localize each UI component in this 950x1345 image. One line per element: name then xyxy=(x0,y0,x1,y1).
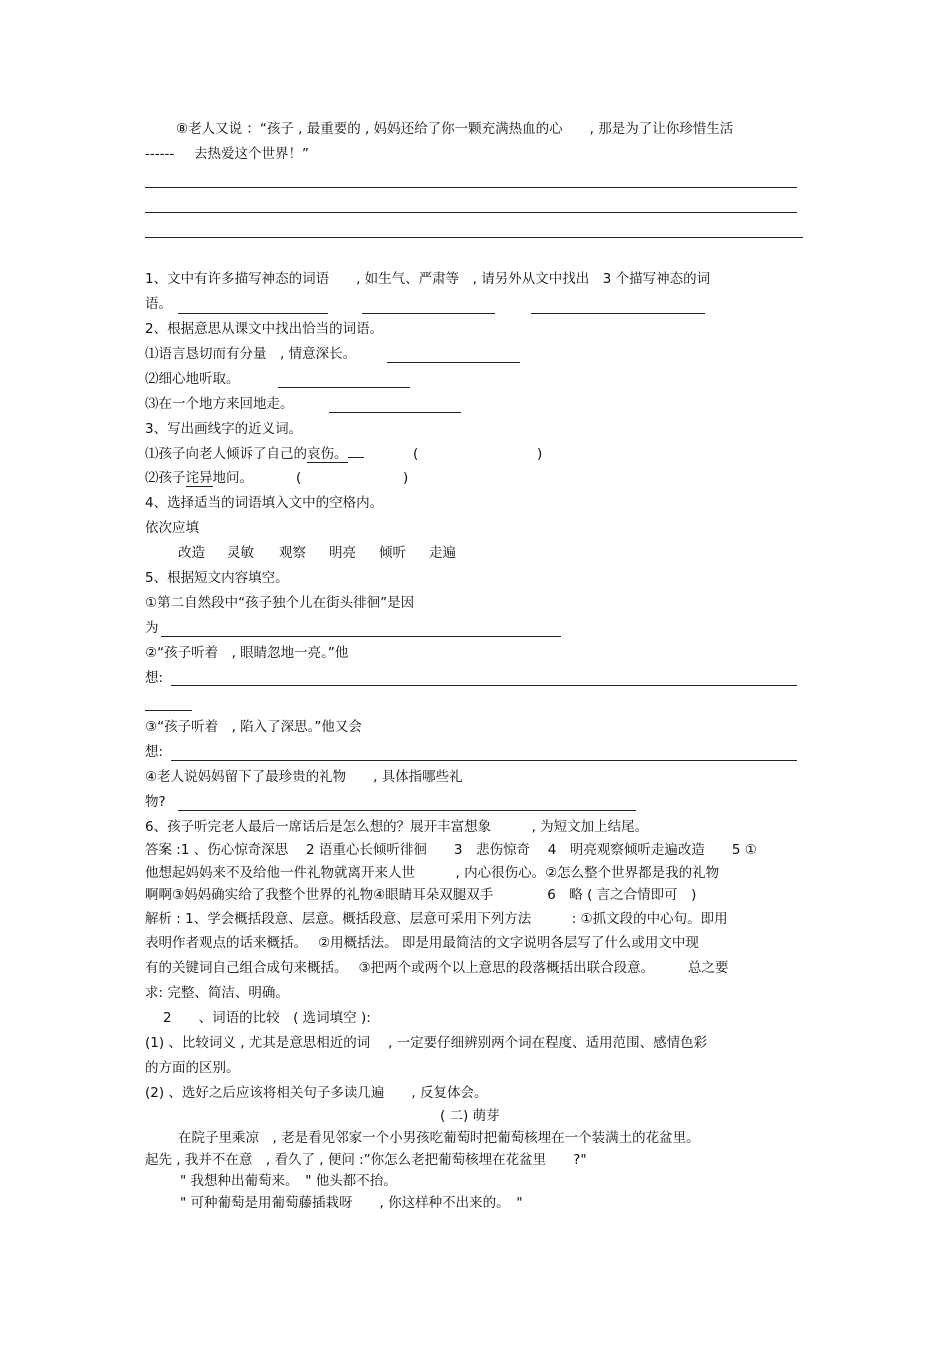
q4-word: 灵敏 xyxy=(227,545,254,561)
q4-title: 4、选择适当的词语填入文中的空格内。 xyxy=(145,495,384,511)
q2-item-2: ⑵细心地听取。 xyxy=(145,371,240,387)
story-p3: " 可种葡萄是用葡萄藤插栽呀 , 你这样种不出来的。 " xyxy=(180,1195,523,1211)
q4-word: 倾听 xyxy=(379,545,406,561)
story-p1-line-1: 在院子里乘凉 , 老是看见邻家一个小男孩吃葡萄时把葡萄核埋在一个装满土的花盆里。 xyxy=(178,1130,700,1146)
q4-word: 观察 xyxy=(279,545,306,561)
q3-item-1-post: 。 xyxy=(334,446,348,462)
q5-item-3-line-1: ③“孩子听着 , 陷入了深思。”他又会 xyxy=(145,719,362,735)
q2-blank-3[interactable] xyxy=(329,412,461,413)
analysis-p3-line-1: (1) 、比较词义 , 尤其是意思相近的词 , 一定要仔细辨别两个词在程度、适用范围、感情色彩 xyxy=(145,1035,708,1051)
q2-item-3: ⑶在一个地方来回地走。 xyxy=(145,396,294,412)
q3-paren-open-2: ( xyxy=(296,470,302,486)
q4-word: 明亮 xyxy=(329,545,356,561)
q3-item-1-line xyxy=(348,457,364,458)
analysis-p4: (2) 、选好之后应该将相关句子多读几遍 , 反复体会。 xyxy=(145,1085,488,1101)
q5-blank-2[interactable] xyxy=(171,685,797,686)
q1-blank-1[interactable] xyxy=(178,313,328,314)
q5-item-2-line-2: 想: xyxy=(145,670,164,686)
story-p2: " 我想种出葡萄来。 " 他头都不抬。 xyxy=(180,1173,397,1189)
q1-blank-2[interactable] xyxy=(362,313,495,314)
q4-word: 改造 xyxy=(178,545,205,561)
q3-paren-close-1: ) xyxy=(537,446,543,462)
q3-paren-close-2: ) xyxy=(403,470,409,486)
answer-line-2: 他想起妈妈来不及给他一件礼物就离开来人世 , 内心很伤心。②怎么整个世界都是我的礼物 xyxy=(145,865,720,881)
passage-dash: ------ xyxy=(145,146,175,162)
q3-item-1-pre: ⑴孩子向老人倾诉了自己的 xyxy=(145,446,307,462)
q3-title: 3、写出画线字的近义词。 xyxy=(145,421,303,437)
q5-item-3-line-2: 想: xyxy=(145,744,164,760)
analysis-line-2: 表明作者观点的话来概括。 ②用概括法。 即是用最简洁的文字说明各层写了什么或用文中现 xyxy=(145,935,699,951)
q3-item-2-underlined: 诧异 xyxy=(185,470,213,486)
writing-line[interactable] xyxy=(145,237,803,238)
writing-line[interactable] xyxy=(145,212,797,213)
q1-line-1: 1、文中有许多描写神态的词语 , 如生气、严肃等 , 请另外从文中找出 3 个描写神态的词 xyxy=(145,271,711,287)
q3-item-2-post: 地问。 xyxy=(212,470,253,486)
q2-blank-1[interactable] xyxy=(387,362,520,363)
analysis-line-1: 解析 : 1、学会概括段意、层意。概括段意、层意可采用下列方法 : ①抓文段的中心句。即用 xyxy=(145,911,728,927)
q2-item-1: ⑴语言恳切而有分量 , 情意深长。 xyxy=(145,346,357,362)
writing-line[interactable] xyxy=(145,187,797,188)
q5-item-4-line-1: ④老人说妈妈留下了最珍贵的礼物 , 具体指哪些礼 xyxy=(145,769,463,785)
analysis-p3-line-2: 的方面的区别。 xyxy=(145,1060,240,1076)
q5-blank-4[interactable] xyxy=(178,810,636,811)
q6-line: 6、孩子听完老人最后一席话后是怎么想的？展开丰富想象 , 为短文加上结尾。 xyxy=(145,819,649,835)
analysis-line-3: 有的关键词自己组合成句来概括。 ③把两个或两个以上意思的段落概括出联合段意。 总之要 xyxy=(145,960,729,976)
q5-item-1-line-2: 为 xyxy=(145,620,159,636)
q1-blank-3[interactable] xyxy=(531,313,705,314)
q4-sub: 依次应填 xyxy=(145,520,199,536)
q2-title: 2、根据意思从课文中找出恰当的词语。 xyxy=(145,321,384,337)
q5-item-1-line-1: ①第二自然段中“孩子独个儿在街头徘徊”是因 xyxy=(145,595,415,611)
q4-word: 走遍 xyxy=(429,545,456,561)
q2-blank-2[interactable] xyxy=(278,387,410,388)
story-p1-line-2: 起先 , 我并不在意 , 看久了 , 便问 :”你怎么老把葡萄核埋在花盆里 ?" xyxy=(145,1152,587,1168)
answer-line-1: 答案 :1 、伤心惊奇深思 2 语重心长倾听徘徊 3 悲伤惊奇 4 明亮观察倾听走遍改造 5 ① xyxy=(145,842,757,858)
q5-title: 5、根据短文内容填空。 xyxy=(145,570,289,586)
q1-line-2: 语。 xyxy=(145,296,172,312)
q5-blank-1[interactable] xyxy=(161,636,561,637)
q3-item-1-underlined: 哀伤 xyxy=(307,446,334,462)
q5-blank-3[interactable] xyxy=(171,760,797,761)
q3-item-1 xyxy=(145,445,364,463)
q3-paren-open-1: ( xyxy=(413,446,419,462)
q3-item-2 xyxy=(145,469,253,487)
q5-item-2-line-1: ②“孩子听着 , 眼睛忽地一亮。”他 xyxy=(145,645,349,661)
passage-line-1: ⑧老人又说 ：“孩子 , 最重要的 , 妈妈还给了你一颗充满热血的心 , 那是为了让你珍惜生活 xyxy=(176,121,734,137)
q5-blank-2b[interactable] xyxy=(145,710,192,711)
passage-line-2: 去热爱这个世界！” xyxy=(194,146,309,162)
q3-item-2-pre: ⑵孩子 xyxy=(145,470,186,486)
story-title: ( 二) 萌芽 xyxy=(440,1108,500,1124)
answer-line-3: 啊啊③妈妈确实给了我整个世界的礼物④眼睛耳朵双腿双手 6 略 ( 言之合情即可 ) xyxy=(145,887,697,903)
analysis-p2: 2 、词语的比较 ( 选词填空 ): xyxy=(163,1010,371,1026)
q5-item-4-line-2: 物? xyxy=(145,794,166,810)
analysis-line-4: 求: 完整、简洁、明确。 xyxy=(145,985,289,1001)
